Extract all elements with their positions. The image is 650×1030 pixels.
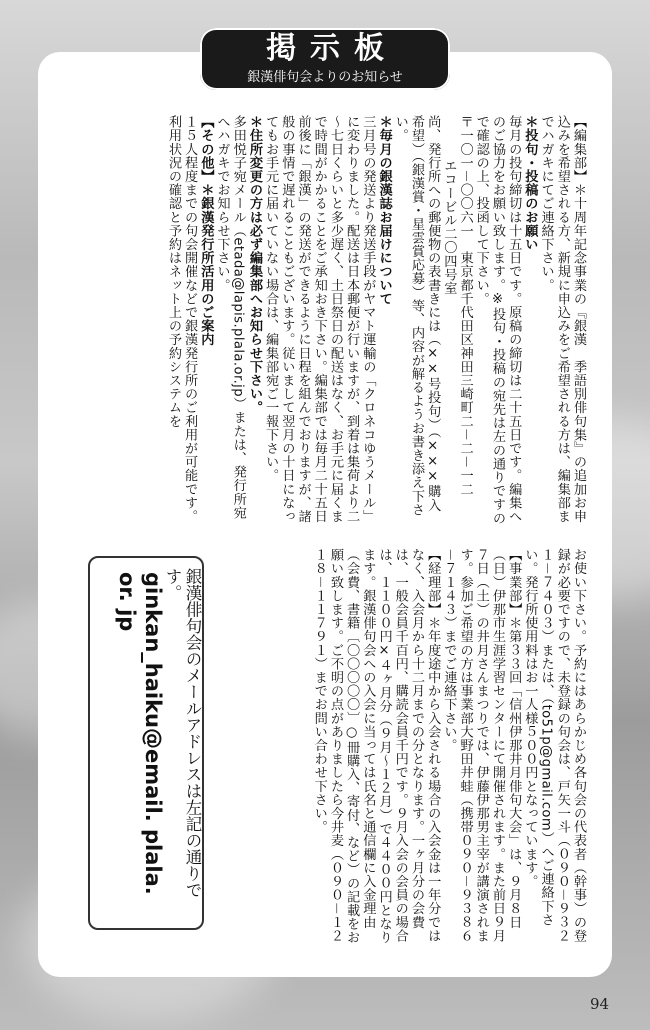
notice-paragraph: 【事業部】＊第３３回「信州伊那井月俳句大会」は、９月８日（日）伊那市生涯学習センターにて開催されます。また前日９月７日（土）の井月さんまつりでは、伊藤伊那男主宰が講演されます。参加ご希望の方は事業部大野田井蛙（携帯０９０－９３８６－７１４３）までご連絡下さい。	[441, 548, 522, 943]
notice-paragraph: １５人程度までの句会開催などで銀漢発行所のご利用が可能です。利用状況の確認と予約はネット上の予約システムを	[165, 115, 198, 523]
notice-address: 〒一〇一－〇〇六一 東京都千代田区神田三崎町二－二－一二	[457, 115, 473, 496]
page-title: 掲示板	[266, 31, 398, 66]
notice-heading: ＊住所変更の方は必ず編集部へお知らせ下さい。	[246, 115, 262, 415]
top-notices	[165, 115, 586, 525]
notice-address: エコービル二〇四号室	[441, 159, 457, 295]
notice-heading: 【その他】＊銀漢発行所活用のご案内	[198, 115, 214, 347]
notice-paragraph: 【経理部】＊年度途中から入会される場合の入会金は一年分ではなく、入会月から十二月までの分となります。一ヶ月分の会費は、一般会員千百円、購読会員千円です。９月入会の会員の場合は、１１００円×４ヶ月分（９月～１２月）で４４００円となります。銀漢俳句会への入会に当っては氏名と通信欄に入金理由（会費、書籍〔〇〇〇〇〇〕○冊購入、寄付、など）の記載をお願い致します。ご不明の点がありましたら今井麦（０９０－１２１８－１１７９１）までお問い合わせ下さい。	[311, 548, 441, 945]
notice-paragraph: 【編集部】＊十周年記念事業の『銀漢 季語別俳句集』の追加お申込みを希望される方、新規に申込みをご希望される方は、編集部までハガキにてご連絡下さい。	[538, 115, 586, 523]
notice-paragraph: 毎月の投句締切は十五日です。原稿の締切は二十五日です。編集へのご協力をお願い致します。※投句・投稿の宛先は左の通りですので確認の上、投函して下さい。	[473, 115, 522, 525]
notice-paragraph: 多田悦子宛メール（etada@lapis.plala.or.jp）または、発行所宛へハガキでお知らせ下さい。	[214, 115, 246, 520]
notice-paragraph: お使い下さい。予約にはあらかじめ各句会の代表者（幹事）の登録が必要ですので、未登録の句会は、戸矢一斗（０９０－９３２１－７４０３）または、（to51p@gmail.com）へご連絡下さい。発行所使用料はお一人様５００円となっています。	[522, 548, 586, 943]
page-number: 94	[590, 995, 610, 1013]
email-note: 銀漢俳句会のメールアドレスは左記の通りです。	[163, 568, 202, 898]
bulletin-title-tab	[200, 28, 450, 90]
page-subtitle: 銀漢俳句会よりのお知らせ	[247, 70, 403, 85]
notice-paragraph: 尚、発行所への郵便物の表書きには（××号投句）（×××購入希望）（銀漢賞・星雲賞応募）等、内容が解るようお書き添え下さい。	[392, 115, 441, 517]
notice-paragraph: 三月号の発送より発送手段がヤマト運輸の「クロネコゆうメール」に変わりました。配送は日本郵便が行いますが、到着は集荷より二～七日くらいと多少遅く、土日祭日の配送はなく、お手元に届くまで時間がかかることをご承知おき下さい。編集部では毎月二十五日前後に「銀漢」の発送ができるように日程を組んでおりますが、諸般の事情で遅れることもございます。従いまして翌月の十日になってもお手元に届いていない場合は、編集部宛ご一報下さい。	[263, 115, 376, 523]
notice-heading: ＊毎月の銀漢誌お届けについて	[376, 115, 392, 306]
notice-heading: ＊投句・投稿のお願い	[522, 115, 538, 251]
bottom-notices	[311, 548, 586, 948]
email-address[interactable]: ginkan_haiku@email. plala. or. jp	[115, 572, 165, 895]
